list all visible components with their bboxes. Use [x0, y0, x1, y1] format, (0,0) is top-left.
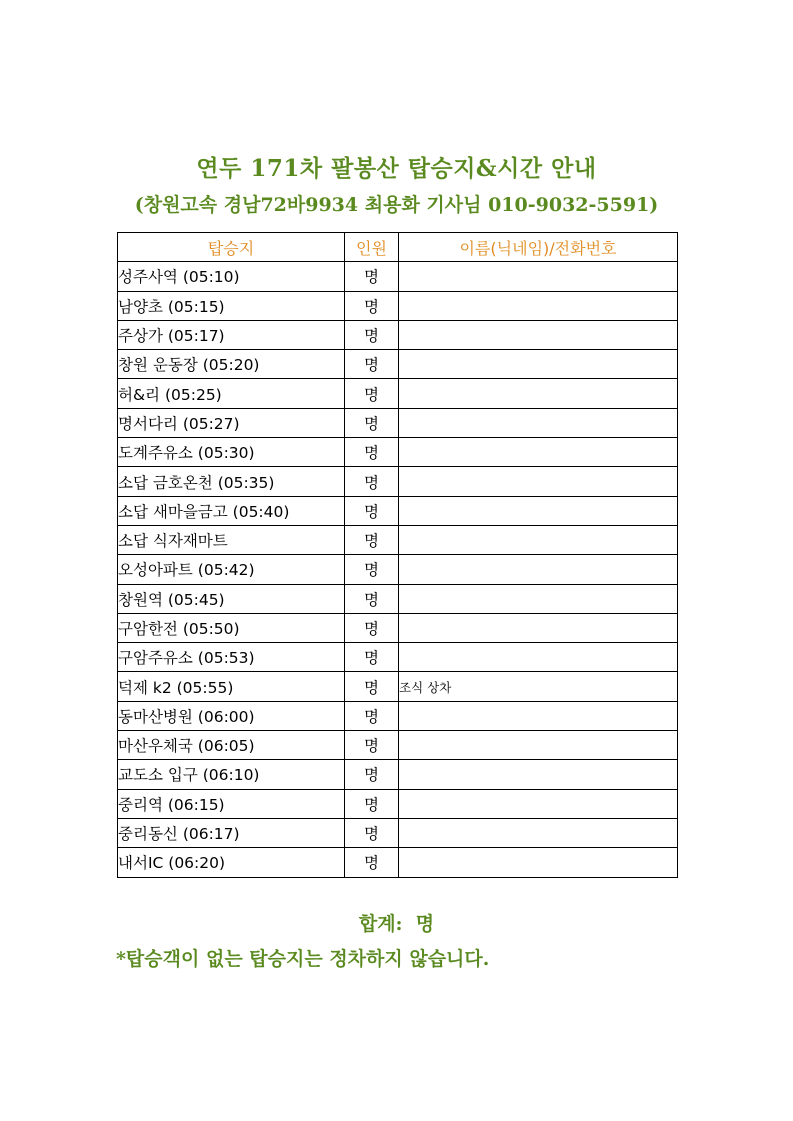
name-phone-cell: 조식 상차: [399, 672, 678, 701]
header-count: 인원: [345, 233, 399, 262]
count-cell: 명: [345, 320, 399, 349]
table-row: [118, 555, 678, 584]
stop-cell: 소답 식자재마트: [118, 525, 345, 554]
count-cell: 명: [345, 643, 399, 672]
table-row: [118, 262, 678, 291]
name-phone-cell: [399, 379, 678, 408]
name-phone-cell: [399, 701, 678, 730]
stop-cell: 교도소 입구 (06:10): [118, 760, 345, 789]
count-cell: 명: [345, 672, 399, 701]
table-row: [118, 584, 678, 613]
table-row: [118, 701, 678, 730]
table-row: [118, 496, 678, 525]
name-phone-cell: [399, 643, 678, 672]
stop-cell: 덕제 k2 (05:55): [118, 672, 345, 701]
table-row: [118, 789, 678, 818]
count-cell: 명: [345, 848, 399, 877]
name-phone-cell: [399, 731, 678, 760]
table-row: [118, 320, 678, 349]
name-phone-cell: [399, 760, 678, 789]
name-phone-cell: [399, 291, 678, 320]
name-phone-cell: [399, 818, 678, 847]
stop-cell: 마산우체국 (06:05): [118, 731, 345, 760]
table-row: [118, 525, 678, 554]
count-cell: 명: [345, 350, 399, 379]
table-row: [118, 379, 678, 408]
name-phone-cell: [399, 467, 678, 496]
table-row: [118, 672, 678, 701]
table-row: [118, 848, 678, 877]
count-cell: 명: [345, 584, 399, 613]
count-cell: 명: [345, 613, 399, 642]
name-phone-cell: [399, 262, 678, 291]
stop-cell: 구암주유소 (05:53): [118, 643, 345, 672]
stop-cell: 남양초 (05:15): [118, 291, 345, 320]
name-phone-cell: [399, 496, 678, 525]
count-cell: 명: [345, 818, 399, 847]
count-cell: 명: [345, 760, 399, 789]
count-cell: 명: [345, 789, 399, 818]
count-cell: 명: [345, 438, 399, 467]
table-row: [118, 350, 678, 379]
total-count: 합계: 명: [358, 913, 435, 935]
table-row: [118, 731, 678, 760]
stop-cell: 성주사역 (05:10): [118, 262, 345, 291]
table-row: [118, 438, 678, 467]
stop-cell: 창원 운동장 (05:20): [118, 350, 345, 379]
stop-cell: 중리역 (06:15): [118, 789, 345, 818]
table-row: [118, 760, 678, 789]
count-cell: 명: [345, 525, 399, 554]
page-title: 연두 171차 팔봉산 탑승지&시간 안내: [196, 155, 597, 182]
table-row: [118, 818, 678, 847]
name-phone-cell: [399, 613, 678, 642]
count-cell: 명: [345, 291, 399, 320]
table-body: [118, 262, 678, 877]
name-phone-cell: [399, 789, 678, 818]
stop-cell: 주상가 (05:17): [118, 320, 345, 349]
table-header-row: [118, 233, 678, 262]
name-phone-cell: [399, 555, 678, 584]
header-stop: 탑승지: [118, 233, 345, 262]
header-name-phone: 이름(닉네임)/전화번호: [399, 233, 678, 262]
stop-cell: 도계주유소 (05:30): [118, 438, 345, 467]
table-row: [118, 643, 678, 672]
name-phone-cell: [399, 350, 678, 379]
name-phone-cell: [399, 408, 678, 437]
stop-cell: 내서IC (06:20): [118, 848, 345, 877]
count-cell: 명: [345, 379, 399, 408]
count-cell: 명: [345, 555, 399, 584]
stop-cell: 구암한전 (05:50): [118, 613, 345, 642]
name-phone-cell: [399, 438, 678, 467]
stop-cell: 동마산병원 (06:00): [118, 701, 345, 730]
count-cell: 명: [345, 408, 399, 437]
boarding-table: [117, 232, 678, 878]
name-phone-cell: [399, 584, 678, 613]
count-cell: 명: [345, 496, 399, 525]
stop-cell: 소답 새마을금고 (05:40): [118, 496, 345, 525]
notice-text: *탑승객이 없는 탑승지는 정차하지 않습니다.: [116, 948, 490, 970]
table-row: [118, 613, 678, 642]
table-row: [118, 408, 678, 437]
name-phone-cell: [399, 525, 678, 554]
count-cell: 명: [345, 467, 399, 496]
count-cell: 명: [345, 701, 399, 730]
name-phone-cell: [399, 848, 678, 877]
table-row: [118, 467, 678, 496]
stop-cell: 오성아파트 (05:42): [118, 555, 345, 584]
count-cell: 명: [345, 731, 399, 760]
bus-driver-info: (창원고속 경남72바9934 최용화 기사님 010-9032-5591): [134, 194, 659, 216]
stop-cell: 창원역 (05:45): [118, 584, 345, 613]
name-phone-cell: [399, 320, 678, 349]
stop-cell: 허&리 (05:25): [118, 379, 345, 408]
table-row: [118, 291, 678, 320]
count-cell: 명: [345, 262, 399, 291]
stop-cell: 명서다리 (05:27): [118, 408, 345, 437]
stop-cell: 소답 금호온천 (05:35): [118, 467, 345, 496]
stop-cell: 중리동신 (06:17): [118, 818, 345, 847]
